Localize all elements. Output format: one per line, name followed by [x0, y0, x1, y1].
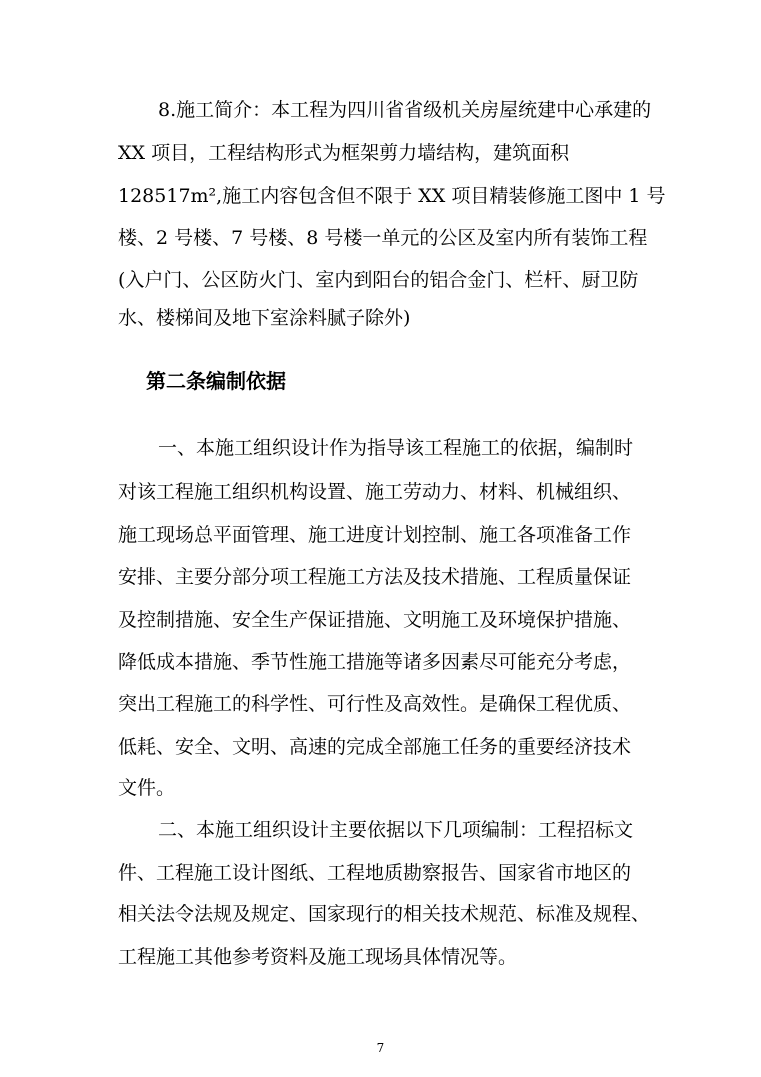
paragraph-line: 文件。 [118, 777, 176, 799]
paragraph-line: 安排、主要分部分项工程施工方法及技术措施、工程质量保证 [118, 566, 632, 588]
paragraph-line: 低耗、安全、文明、高速的完成全部施工任务的重要经济技术 [118, 736, 632, 758]
paragraph-line: 8.施工简介：本工程为四川省省级机关房屋统建中心承建的 [158, 99, 652, 121]
paragraph-line: 对该工程施工组织机构设置、施工劳动力、材料、机械组织、 [118, 481, 632, 503]
paragraph-line: 水、楼梯间及地下室涂料腻子除外) [118, 307, 411, 329]
paragraph-line: 施工现场总平面管理、施工进度计划控制、施工各项准备工作 [118, 524, 632, 546]
paragraph-line: 工程施工其他参考资料及施工现场具体情况等。 [118, 946, 518, 968]
paragraph-line: XX 项目，工程结构形式为框架剪力墙结构，建筑面积 [118, 142, 570, 164]
paragraph-line: 128517m²,施工内容包含但不限于 XX 项目精装修施工图中 1 号 [118, 185, 666, 207]
paragraph-line: 一、本施工组织设计作为指导该工程施工的依据，编制时 [158, 437, 634, 459]
page-number: 7 [376, 1041, 385, 1055]
paragraph-line: 突出工程施工的科学性、可行性及高效性。是确保工程优质、 [118, 693, 632, 715]
paragraph-line: 楼、2 号楼、7 号楼、8 号楼一单元的公区及室内所有装饰工程 [118, 227, 648, 249]
paragraph-line: 相关法令法规及规定、国家现行的相关技术规范、标准及规程、 [118, 903, 651, 925]
paragraph-line: 及控制措施、安全生产保证措施、文明施工及环境保护措施、 [118, 609, 632, 631]
paragraph-line: 件、工程施工设计图纸、工程地质勘察报告、国家省市地区的 [118, 862, 632, 884]
section-heading: 第二条编制依据 [146, 369, 286, 393]
paragraph-line: 二、本施工组织设计主要依据以下几项编制：工程招标文 [158, 819, 634, 841]
paragraph-line: (入户门、公区防火门、室内到阳台的铝合金门、栏杆、厨卫防 [118, 269, 639, 291]
paragraph-line: 降低成本措施、季节性施工措施等诸多因素尽可能充分考虑， [118, 651, 632, 673]
